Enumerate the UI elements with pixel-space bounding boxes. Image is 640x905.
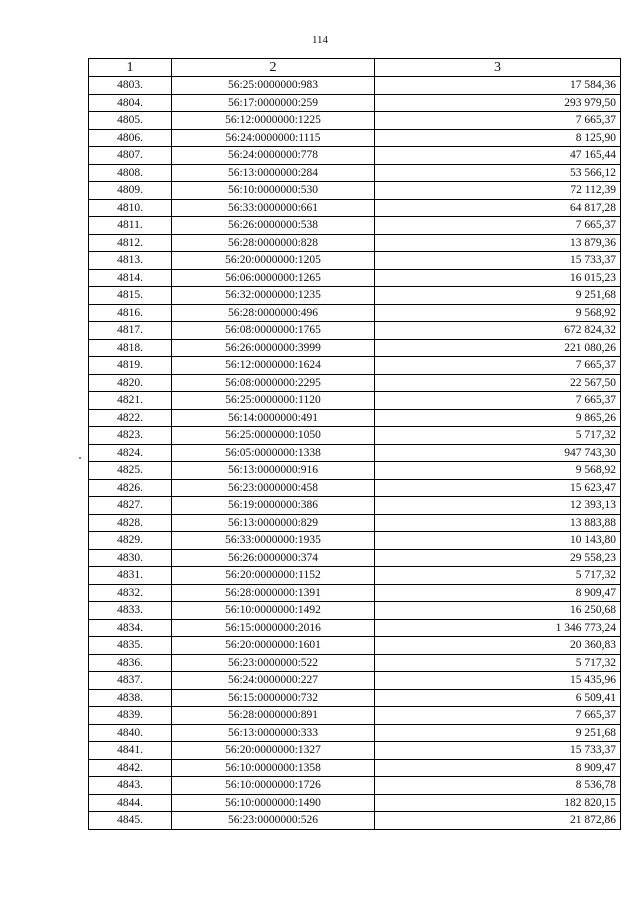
- amount-cell: 293 979,50: [375, 94, 621, 112]
- cadastral-number-cell: 56:10:0000000:1358: [172, 759, 375, 777]
- row-number-cell: 4821.: [89, 392, 172, 410]
- cadastral-number-cell: 56:13:0000000:284: [172, 164, 375, 182]
- cadastral-number-cell: 56:28:0000000:496: [172, 304, 375, 322]
- table-row: [89, 217, 621, 235]
- cadastral-number-cell: 56:15:0000000:732: [172, 689, 375, 707]
- cadastral-number-cell: 56:25:0000000:983: [172, 77, 375, 95]
- scan-speck: [79, 457, 81, 459]
- table-row: [89, 374, 621, 392]
- cadastral-number-cell: 56:10:0000000:530: [172, 182, 375, 200]
- table-row: [89, 339, 621, 357]
- row-number-cell: 4819.: [89, 357, 172, 375]
- amount-cell: 221 080,26: [375, 339, 621, 357]
- row-number-cell: 4832.: [89, 584, 172, 602]
- header-row: [89, 59, 621, 77]
- table-row: [89, 409, 621, 427]
- amount-cell: 15 623,47: [375, 479, 621, 497]
- table-row: [89, 129, 621, 147]
- column-header-2: 2: [172, 59, 375, 77]
- table-row: [89, 164, 621, 182]
- cadastral-number-cell: 56:19:0000000:386: [172, 497, 375, 515]
- table-row: [89, 707, 621, 725]
- cadastral-number-cell: 56:24:0000000:1115: [172, 129, 375, 147]
- row-number-cell: 4836.: [89, 654, 172, 672]
- table-row: [89, 794, 621, 812]
- amount-cell: 15 733,37: [375, 742, 621, 760]
- table-row: [89, 532, 621, 550]
- row-number-cell: 4810.: [89, 199, 172, 217]
- amount-cell: 6 509,41: [375, 689, 621, 707]
- amount-cell: 672 824,32: [375, 322, 621, 340]
- table-row: [89, 94, 621, 112]
- row-number-cell: 4814.: [89, 269, 172, 287]
- table-header: [89, 59, 621, 77]
- table-row: [89, 462, 621, 480]
- amount-cell: 7 665,37: [375, 707, 621, 725]
- table-row: [89, 742, 621, 760]
- row-number-cell: 4825.: [89, 462, 172, 480]
- amount-cell: 10 143,80: [375, 532, 621, 550]
- cadastral-number-cell: 56:23:0000000:458: [172, 479, 375, 497]
- table-row: [89, 602, 621, 620]
- row-number-cell: 4815.: [89, 287, 172, 305]
- amount-cell: 9 865,26: [375, 409, 621, 427]
- cadastral-number-cell: 56:33:0000000:1935: [172, 532, 375, 550]
- row-number-cell: 4807.: [89, 147, 172, 165]
- cadastral-number-cell: 56:13:0000000:916: [172, 462, 375, 480]
- amount-cell: 15 435,96: [375, 672, 621, 690]
- cadastral-number-cell: 56:08:0000000:2295: [172, 374, 375, 392]
- row-number-cell: 4837.: [89, 672, 172, 690]
- table-row: [89, 234, 621, 252]
- amount-cell: 13 879,36: [375, 234, 621, 252]
- table-row: [89, 724, 621, 742]
- amount-cell: 7 665,37: [375, 217, 621, 235]
- table-row: [89, 357, 621, 375]
- amount-cell: 7 665,37: [375, 357, 621, 375]
- cadastral-number-cell: 56:08:0000000:1765: [172, 322, 375, 340]
- table-row: [89, 759, 621, 777]
- row-number-cell: 4816.: [89, 304, 172, 322]
- row-number-cell: 4835.: [89, 637, 172, 655]
- amount-cell: 1 346 773,24: [375, 619, 621, 637]
- cadastral-number-cell: 56:17:0000000:259: [172, 94, 375, 112]
- cadastral-number-cell: 56:10:0000000:1492: [172, 602, 375, 620]
- table-row: [89, 777, 621, 795]
- amount-cell: 16 250,68: [375, 602, 621, 620]
- cadastral-number-cell: 56:23:0000000:522: [172, 654, 375, 672]
- amount-cell: 8 125,90: [375, 129, 621, 147]
- row-number-cell: 4817.: [89, 322, 172, 340]
- cadastral-number-cell: 56:25:0000000:1050: [172, 427, 375, 445]
- table-row: [89, 77, 621, 95]
- amount-cell: 20 360,83: [375, 637, 621, 655]
- row-number-cell: 4803.: [89, 77, 172, 95]
- table-row: [89, 444, 621, 462]
- table-row: [89, 182, 621, 200]
- table-row: [89, 427, 621, 445]
- row-number-cell: 4842.: [89, 759, 172, 777]
- amount-cell: 16 015,23: [375, 269, 621, 287]
- cadastral-number-cell: 56:12:0000000:1624: [172, 357, 375, 375]
- amount-cell: 182 820,15: [375, 794, 621, 812]
- cadastral-number-cell: 56:24:0000000:227: [172, 672, 375, 690]
- cadastral-number-cell: 56:26:0000000:538: [172, 217, 375, 235]
- table-row: [89, 304, 621, 322]
- table-row: [89, 567, 621, 585]
- amount-cell: 47 165,44: [375, 147, 621, 165]
- row-number-cell: 4831.: [89, 567, 172, 585]
- row-number-cell: 4806.: [89, 129, 172, 147]
- cadastral-number-cell: 56:05:0000000:1338: [172, 444, 375, 462]
- cadastral-number-cell: 56:15:0000000:2016: [172, 619, 375, 637]
- column-header-1: 1: [89, 59, 172, 77]
- amount-cell: 15 733,37: [375, 252, 621, 270]
- row-number-cell: 4826.: [89, 479, 172, 497]
- row-number-cell: 4841.: [89, 742, 172, 760]
- row-number-cell: 4824.: [89, 444, 172, 462]
- table-row: [89, 654, 621, 672]
- cadastral-number-cell: 56:26:0000000:3999: [172, 339, 375, 357]
- cadastral-number-cell: 56:28:0000000:891: [172, 707, 375, 725]
- cadastral-number-cell: 56:14:0000000:491: [172, 409, 375, 427]
- cadastral-number-cell: 56:28:0000000:1391: [172, 584, 375, 602]
- amount-cell: 8 536,78: [375, 777, 621, 795]
- table-row: [89, 689, 621, 707]
- row-number-cell: 4813.: [89, 252, 172, 270]
- cadastral-number-cell: 56:24:0000000:778: [172, 147, 375, 165]
- amount-cell: 72 112,39: [375, 182, 621, 200]
- table-row: [89, 199, 621, 217]
- amount-cell: 5 717,32: [375, 567, 621, 585]
- table-row: [89, 479, 621, 497]
- table-row: [89, 112, 621, 130]
- table-row: [89, 619, 621, 637]
- cadastral-number-cell: 56:20:0000000:1601: [172, 637, 375, 655]
- amount-cell: 9 251,68: [375, 724, 621, 742]
- cadastral-number-cell: 56:20:0000000:1205: [172, 252, 375, 270]
- row-number-cell: 4827.: [89, 497, 172, 515]
- table-row: [89, 812, 621, 830]
- amount-cell: 7 665,37: [375, 112, 621, 130]
- cadastral-number-cell: 56:20:0000000:1327: [172, 742, 375, 760]
- row-number-cell: 4805.: [89, 112, 172, 130]
- amount-cell: 5 717,32: [375, 654, 621, 672]
- table-row: [89, 672, 621, 690]
- row-number-cell: 4839.: [89, 707, 172, 725]
- table-row: [89, 549, 621, 567]
- amount-cell: 13 883,88: [375, 514, 621, 532]
- amount-cell: 8 909,47: [375, 584, 621, 602]
- cadastral-number-cell: 56:13:0000000:333: [172, 724, 375, 742]
- row-number-cell: 4830.: [89, 549, 172, 567]
- row-number-cell: 4820.: [89, 374, 172, 392]
- amount-cell: 9 251,68: [375, 287, 621, 305]
- table-row: [89, 497, 621, 515]
- cadastral-number-cell: 56:33:0000000:661: [172, 199, 375, 217]
- cadastral-number-cell: 56:32:0000000:1235: [172, 287, 375, 305]
- table-row: [89, 252, 621, 270]
- row-number-cell: 4811.: [89, 217, 172, 235]
- cadastral-number-cell: 56:20:0000000:1152: [172, 567, 375, 585]
- row-number-cell: 4812.: [89, 234, 172, 252]
- amount-cell: 9 568,92: [375, 462, 621, 480]
- row-number-cell: 4822.: [89, 409, 172, 427]
- amount-cell: 64 817,28: [375, 199, 621, 217]
- row-number-cell: 4840.: [89, 724, 172, 742]
- row-number-cell: 4844.: [89, 794, 172, 812]
- cadastral-number-cell: 56:23:0000000:526: [172, 812, 375, 830]
- amount-cell: 7 665,37: [375, 392, 621, 410]
- amount-cell: 17 584,36: [375, 77, 621, 95]
- amount-cell: 53 566,12: [375, 164, 621, 182]
- table-row: [89, 287, 621, 305]
- table-row: [89, 269, 621, 287]
- table-body: [89, 77, 621, 830]
- cadastral-number-cell: 56:12:0000000:1225: [172, 112, 375, 130]
- table-row: [89, 514, 621, 532]
- row-number-cell: 4834.: [89, 619, 172, 637]
- cadastral-number-cell: 56:25:0000000:1120: [172, 392, 375, 410]
- row-number-cell: 4823.: [89, 427, 172, 445]
- row-number-cell: 4833.: [89, 602, 172, 620]
- amount-cell: 947 743,30: [375, 444, 621, 462]
- amount-cell: 9 568,92: [375, 304, 621, 322]
- amount-cell: 12 393,13: [375, 497, 621, 515]
- cadastral-number-cell: 56:06:0000000:1265: [172, 269, 375, 287]
- cadastral-number-cell: 56:28:0000000:828: [172, 234, 375, 252]
- column-header-3: 3: [375, 59, 621, 77]
- row-number-cell: 4809.: [89, 182, 172, 200]
- table-row: [89, 147, 621, 165]
- registry-table: [88, 58, 621, 830]
- table-row: [89, 584, 621, 602]
- row-number-cell: 4843.: [89, 777, 172, 795]
- page-number: 114: [311, 34, 329, 46]
- cadastral-number-cell: 56:13:0000000:829: [172, 514, 375, 532]
- table-row: [89, 322, 621, 340]
- row-number-cell: 4804.: [89, 94, 172, 112]
- cadastral-number-cell: 56:26:0000000:374: [172, 549, 375, 567]
- amount-cell: 5 717,32: [375, 427, 621, 445]
- amount-cell: 29 558,23: [375, 549, 621, 567]
- table-row: [89, 392, 621, 410]
- cadastral-number-cell: 56:10:0000000:1726: [172, 777, 375, 795]
- row-number-cell: 4828.: [89, 514, 172, 532]
- row-number-cell: 4829.: [89, 532, 172, 550]
- amount-cell: 8 909,47: [375, 759, 621, 777]
- table-row: [89, 637, 621, 655]
- row-number-cell: 4838.: [89, 689, 172, 707]
- row-number-cell: 4818.: [89, 339, 172, 357]
- amount-cell: 22 567,50: [375, 374, 621, 392]
- row-number-cell: 4845.: [89, 812, 172, 830]
- row-number-cell: 4808.: [89, 164, 172, 182]
- amount-cell: 21 872,86: [375, 812, 621, 830]
- cadastral-number-cell: 56:10:0000000:1490: [172, 794, 375, 812]
